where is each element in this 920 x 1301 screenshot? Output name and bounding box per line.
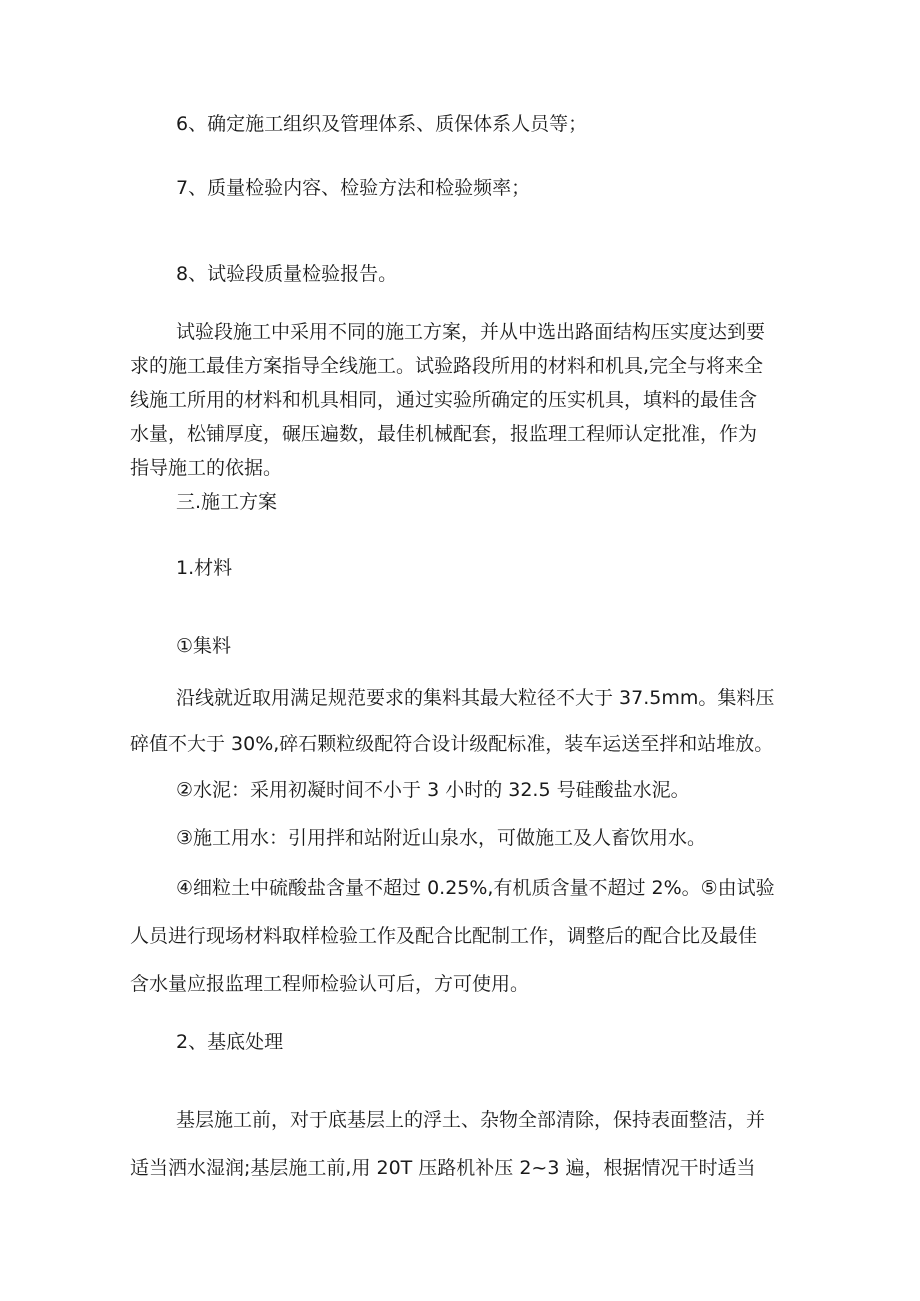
paragraph-line: 含水量应报监理工程师检验认可后，方可使用。 xyxy=(130,973,530,995)
paragraph-line: ③施工用水：引用拌和站附近山泉水，可做施工及人畜饮用水。 xyxy=(176,827,707,849)
paragraph-line: 适当洒水湿润;基层施工前,用 20T 压路机补压 2~3 遍，根据情况干时适当 xyxy=(130,1157,756,1179)
paragraph-line: 求的施工最佳方案指导全线施工。试验路段所用的材料和机具,完全与将来全 xyxy=(130,355,764,377)
paragraph-line: 水量，松铺厚度，碾压遍数，最佳机械配套，报监理工程师认定批准，作为 xyxy=(130,423,758,445)
list-item-8: 8、试验段质量检验报告。 xyxy=(176,263,398,285)
list-item-7: 7、质量检验内容、检验方法和检验频率； xyxy=(176,177,531,199)
paragraph-line: 线施工所用的材料和机具相同，通过实验所确定的压实机具，填料的最佳含 xyxy=(130,389,758,411)
paragraph-line: 试验段施工中采用不同的施工方案，并从中选出路面结构压实度达到要 xyxy=(176,321,766,343)
paragraph-line: 人员进行现场材料取样检验工作及配合比配制工作，调整后的配合比及最佳 xyxy=(130,925,758,947)
subsection-heading: 2、基底处理 xyxy=(176,1031,284,1053)
paragraph-line: 指导施工的依据。 xyxy=(130,457,283,479)
paragraph-line: ②水泥：采用初凝时间不小于 3 小时的 32.5 号硅酸盐水泥。 xyxy=(176,779,690,801)
paragraph-line: 沿线就近取用满足规范要求的集料其最大粒径不大于 37.5mm。集料压 xyxy=(176,687,775,709)
section-heading: 三.施工方案 xyxy=(176,491,278,513)
paragraph-line: 基层施工前，对于底基层上的浮土、杂物全部清除，保持表面整洁，并 xyxy=(176,1109,766,1131)
list-item-6: 6、确定施工组织及管理体系、质保体系人员等； xyxy=(176,113,588,135)
paragraph-line: ④细粒土中硫酸盐含量不超过 0.25%,有机质含量不超过 2%。⑤由试验 xyxy=(176,877,775,899)
subsection-heading: 1.材料 xyxy=(176,557,233,579)
item-heading: ①集料 xyxy=(176,635,232,657)
paragraph-line: 碎值不大于 30%,碎石颗粒级配符合设计级配标准，装车运送至拌和站堆放。 xyxy=(130,733,774,755)
